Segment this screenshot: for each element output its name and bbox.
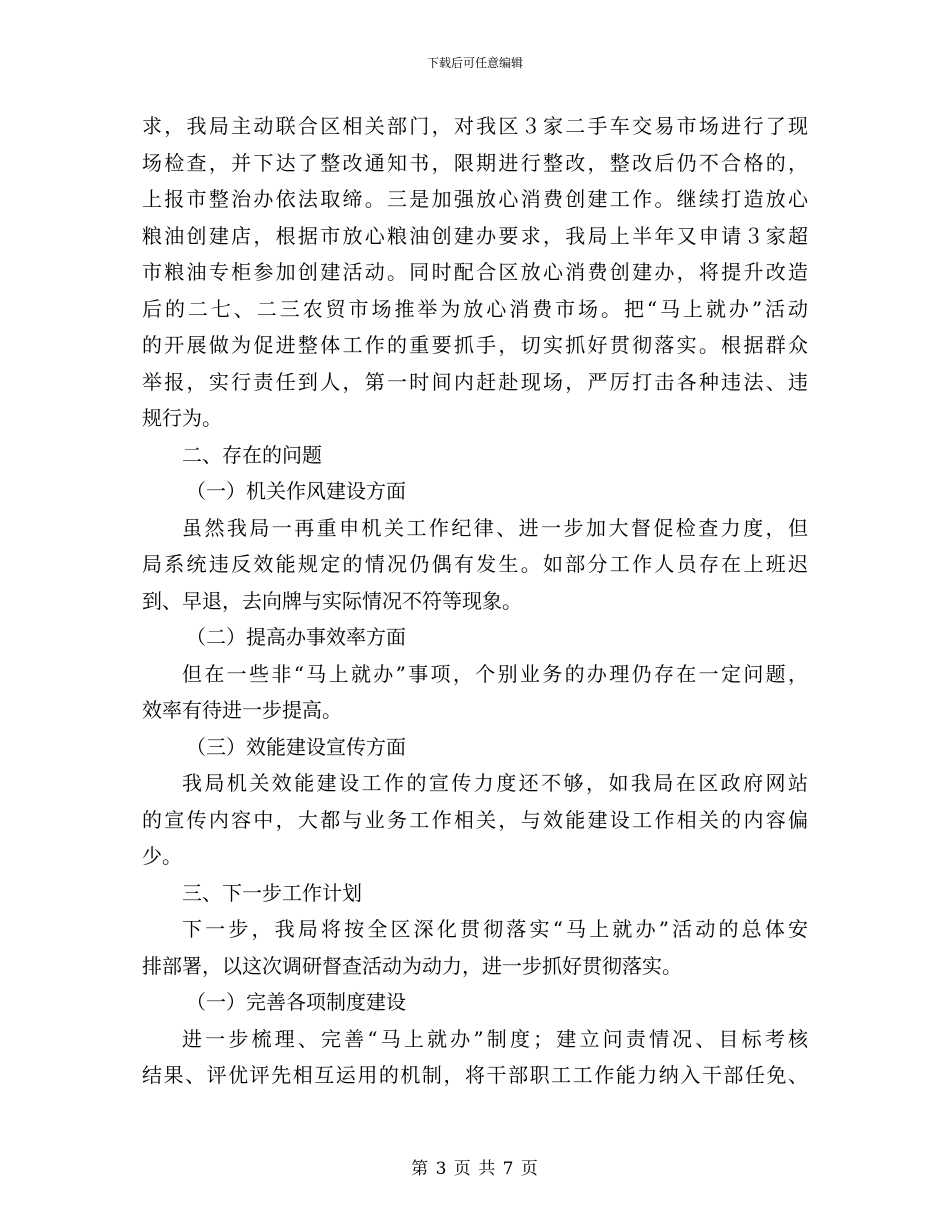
subsection-heading: （一）完善各项制度建设 [186,990,406,1014]
text-line: 粮油创建店，根据市放心粮油创建办要求，我局上半年又申请３家超 [142,223,808,248]
section-heading: 三、下一步工作计划 [182,880,362,905]
text-line: 市粮油专柜参加创建活动。同时配合区放心消费创建办，将提升改造 [142,260,808,284]
text-line: 规行为。 [142,406,222,430]
text-line: 效率有待进一步提高。 [142,698,342,722]
text-line: 我局机关效能建设工作的宣传力度还不够，如我局在区政府网站 [182,771,808,795]
text-line: 的宣传内容中，大都与业务工作相关，与效能建设工作相关的内容偏 [142,807,808,832]
text-line: 下一步，我局将按全区深化贯彻落实“马上就办”活动的总体安 [182,917,808,941]
text-line: 进一步梳理、完善“马上就办”制度；建立问责情况、目标考核 [182,1026,808,1051]
text-line: 局系统违反效能规定的情况仍偶有发生。如部分工作人员存在上班迟 [142,552,808,576]
text-line: 虽然我局一再重申机关工作纪律、进一步加大督促检查力度，但 [182,515,808,540]
document-body [142,108,808,1094]
text-line: 结果、评优评先相互运用的机制，将干部职工工作能力纳入干部任免、 [142,1063,808,1087]
text-line: 场检查，并下达了整改通知书，限期进行整改，整改后仍不合格的， [142,150,808,175]
subsection-heading: （三）效能建设宣传方面 [186,734,406,759]
page-header: 下载后可任意编辑 [426,56,523,70]
text-line: 排部署，以这次调研督查活动为动力，进一步抓好贯彻落实。 [142,953,682,978]
text-line: 少。 [142,844,182,868]
text-line: 但在一些非“马上就办”事项，个别业务的办理仍存在一定问题， [182,661,808,686]
text-line: 上报市整治办依法取缔。三是加强放心消费创建工作。继续打造放心 [142,187,808,211]
page-number: 第 3 页 共 7 页 [411,1159,539,1179]
section-heading: 二、存在的问题 [182,442,322,467]
text-line: 的开展做为促进整体工作的重要抓手，切实抓好贯彻落实。根据群众 [142,333,808,357]
subsection-heading: （二）提高办事效率方面 [186,625,406,649]
text-line: 举报，实行责任到人，第一时间内赶赴现场，严厉打击各种违法、违 [142,369,808,394]
subsection-heading: （一）机关作风建设方面 [186,479,406,503]
text-line: 求，我局主动联合区相关部门，对我区３家二手车交易市场进行了现 [142,114,808,138]
text-line: 后的二七、二三农贸市场推举为放心消费市场。把“马上就办”活动 [142,296,808,321]
text-line: 到、早退，去向牌与实际情况不符等现象。 [142,588,522,613]
